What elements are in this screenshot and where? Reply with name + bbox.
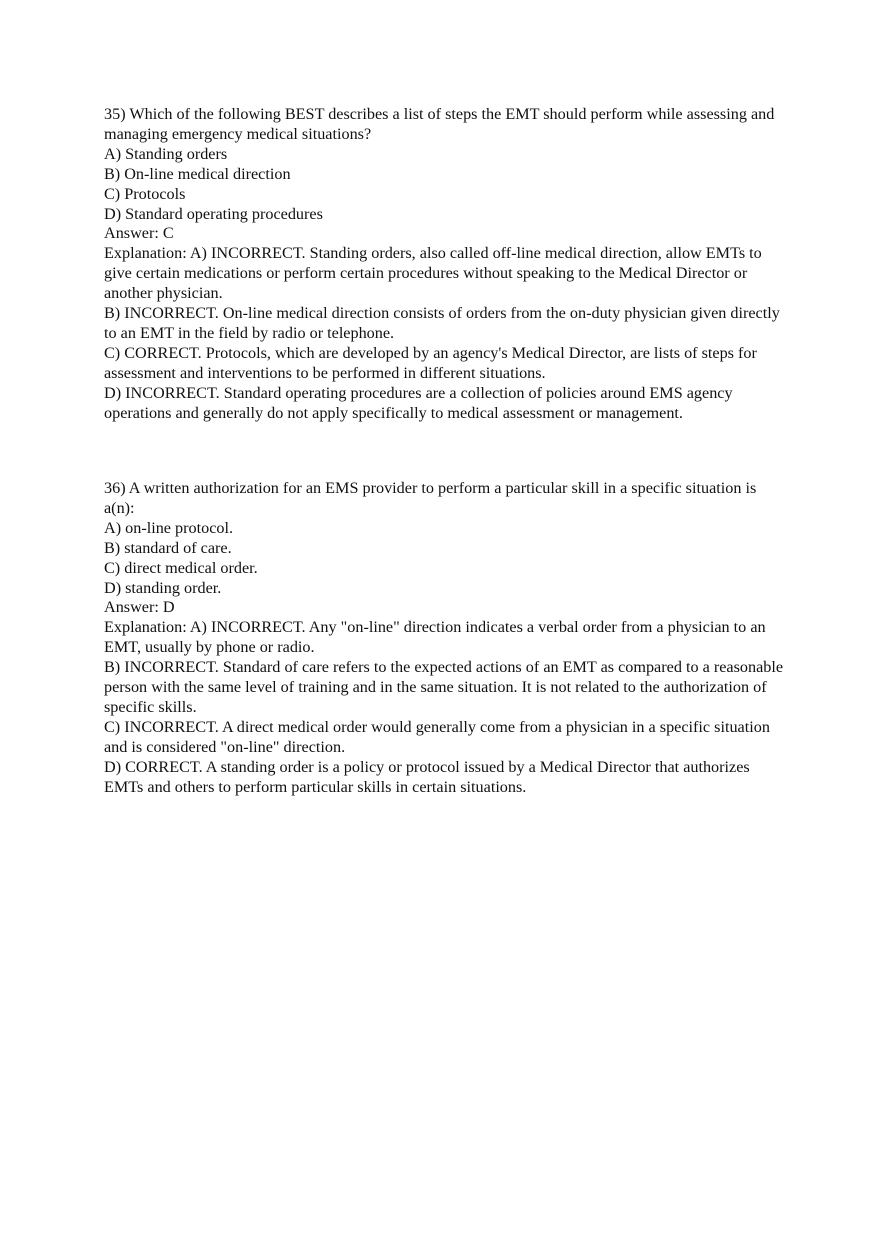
answer-option-a: A) on-line protocol. (104, 518, 234, 537)
explanation-d: D) CORRECT. A standing order is a policy or protocol issued by a Medical Director that authorizes EMTs and others to perform particular skills in certain situations. (104, 757, 750, 796)
answer-key: Answer: C (104, 224, 174, 243)
answer-option-d: D) Standard operating procedures (104, 204, 323, 223)
question-36 (104, 479, 784, 798)
explanation-c: C) CORRECT. Protocols, which are developed by an agency's Medical Director, are lists of steps for assessment and interventions to be performed in different situations. (104, 343, 757, 382)
question-stem: 36) A written authorization for an EMS provider to perform a particular skill in a specific situation is a(n): (104, 479, 757, 517)
explanation-b: B) INCORRECT. Standard of care refers to the expected actions of an EMT as compared to a reasonable person with the same level of training and in the same situation. It is not related to the authorization of specific skills. (104, 658, 784, 716)
explanation-a: Explanation: A) INCORRECT. Standing orders, also called off-line medical direction, allow EMTs to give certain medications or perform certain procedures without speaking to the Medical Director or another physician. (104, 244, 762, 303)
explanation-a: Explanation: A) INCORRECT. Any "on-line" direction indicates a verbal order from a physician to an EMT, usually by phone or radio. (104, 618, 766, 657)
answer-option-c: C) Protocols (104, 184, 186, 203)
answer-option-a: A) Standing orders (104, 144, 228, 163)
explanation-b: B) INCORRECT. On-line medical direction consists of orders from the on-duty physician given directly to an EMT in the field by radio or telephone. (104, 304, 780, 342)
answer-option-d: D) standing order. (104, 578, 222, 597)
explanation-d: D) INCORRECT. Standard operating procedures are a collection of policies around EMS agency operations and generally do not apply specifically to medical assessment or management. (104, 383, 733, 422)
answer-option-b: B) standard of care. (104, 538, 232, 557)
answer-option-b: B) On-line medical direction (104, 164, 291, 183)
answer-option-c: C) direct medical order. (104, 558, 258, 577)
question-35 (104, 105, 784, 424)
explanation-c: C) INCORRECT. A direct medical order would generally come from a physician in a specific situation and is considered "on-line" direction. (104, 717, 770, 756)
answer-key: Answer: D (104, 598, 175, 617)
question-stem: 35) Which of the following BEST describes a list of steps the EMT should perform while assessing and managing emergency medical situations? (104, 105, 775, 143)
